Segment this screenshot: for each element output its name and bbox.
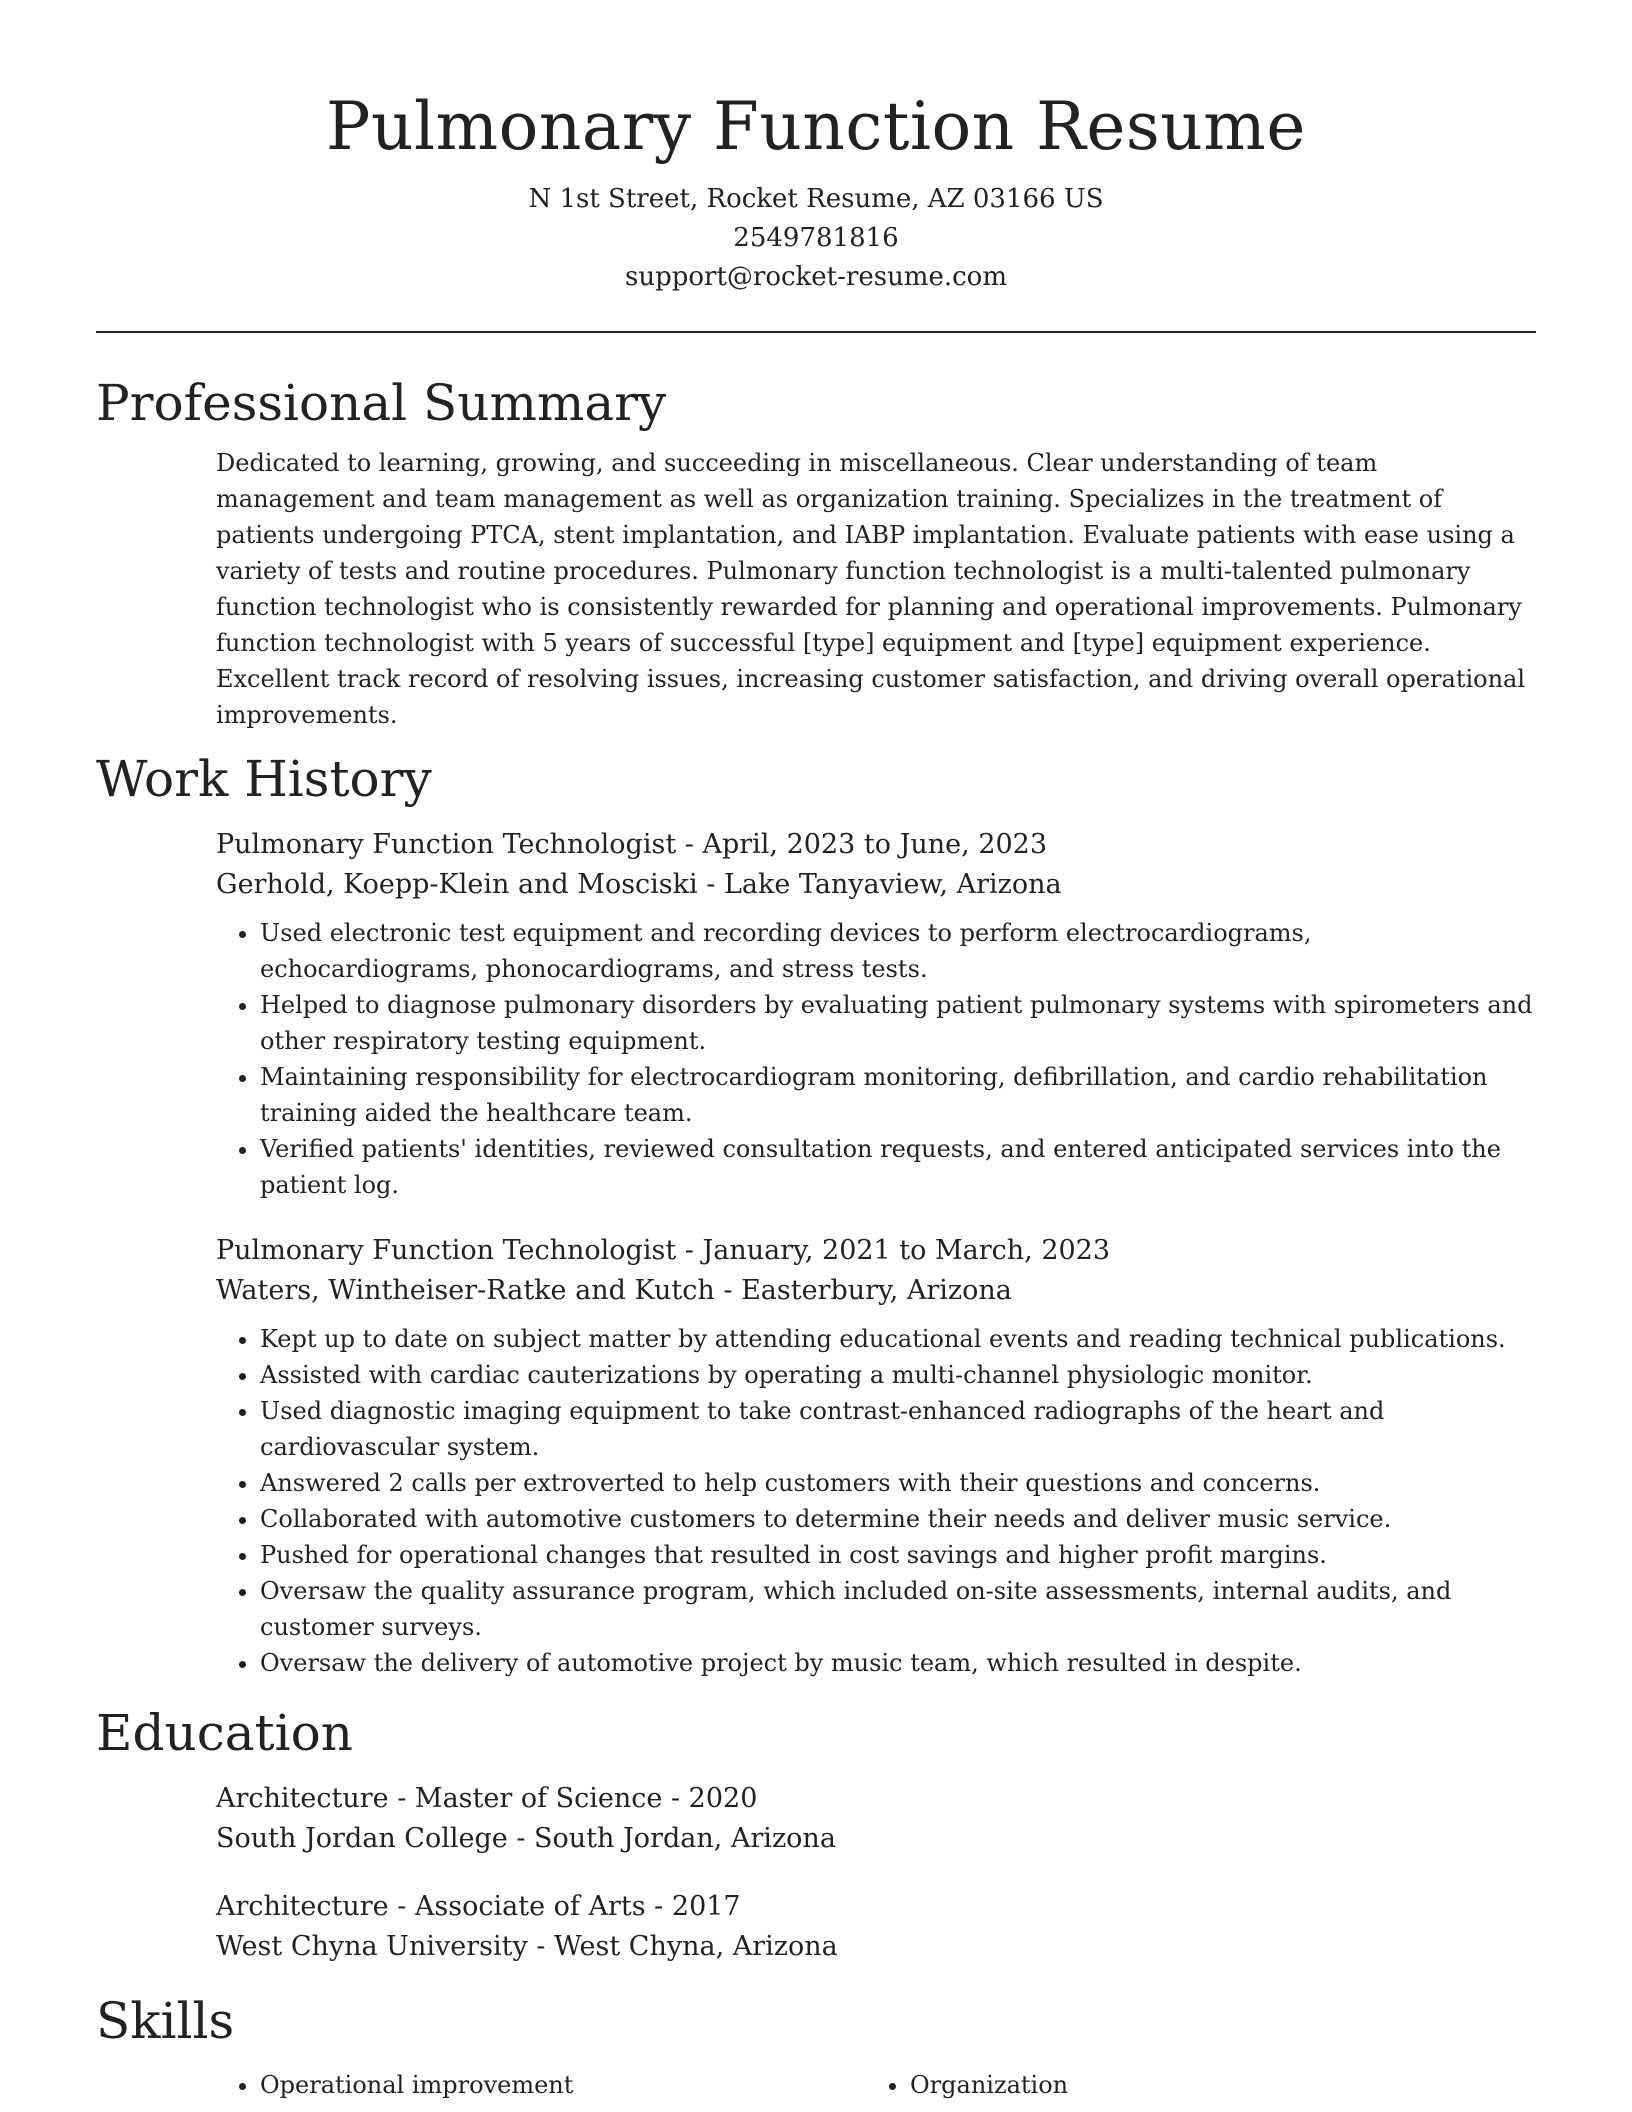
skill-item: • Organization: [910, 2067, 1516, 2103]
education-school-line: [216, 1927, 1536, 1967]
job-entry: [216, 825, 1536, 1203]
job-bullet: • Maintaining responsibility for electrocardiogram monitoring, defibrillation, and cardio rehabilitation training aided the healthcare team.: [260, 1059, 1536, 1131]
job-bullet: • Helped to diagnose pulmonary disorders by evaluating patient pulmonary systems with spirometers and other respiratory testing equipment.: [260, 987, 1536, 1059]
contact-block: [96, 180, 1536, 297]
education-school: South Jordan College: [216, 1823, 508, 1854]
skill-item: • Operational improvement: [260, 2067, 866, 2103]
resume-page: [96, 0, 1536, 2103]
job-role: Pulmonary Function Technologist: [216, 829, 677, 860]
job-bullet: • Oversaw the delivery of automotive project by music team, which resulted in despite.: [260, 1645, 1536, 1681]
skills-column-left: [216, 2067, 866, 2103]
job-bullet: • Kept up to date on subject matter by attending educational events and reading technical publications.: [260, 1321, 1536, 1357]
job-company: Waters, Wintheiser-Ratke and Kutch: [216, 1275, 715, 1306]
skills-column-right: [866, 2067, 1516, 2103]
job-role: Pulmonary Function Technologist: [216, 1235, 677, 1266]
job-dates: - April, 2023 to June, 2023: [676, 829, 1048, 860]
education-location: - West Chyna, Arizona: [527, 1931, 838, 1962]
job-bullet: • Pushed for operational changes that resulted in cost savings and higher profit margins.: [260, 1537, 1536, 1573]
job-location: - Lake Tanyaview, Arizona: [697, 869, 1062, 900]
resume-title: Pulmonary Function Resume: [326, 88, 1306, 165]
job-bullet: • Collaborated with automotive customers to determine their needs and deliver music service.: [260, 1501, 1536, 1537]
header-divider: [96, 331, 1536, 333]
job-dates: - January, 2021 to March, 2023: [676, 1235, 1111, 1266]
job-bullet: • Assisted with cardiac cauterizations by operating a multi-channel physiologic monitor.: [260, 1357, 1536, 1393]
summary-text: Dedicated to learning, growing, and succeeding in miscellaneous. Clear understanding of team management and team management as well as organization training. Specializes in the treatment of patients undergoing PTCA, stent implantation, and IABP implantation. Evaluate patients with ease using a variety of tests and routine procedures. Pulmonary function technologist is a multi-talented pulmonary function technologist who is consistently rewarded for planning and operational improvements. Pulmonary function technologist with 5 years of successful [type] equipment and [type] equipment experience. Excellent track record of resolving issues, increasing customer satisfaction, and driving overall operational improvements.: [216, 449, 1526, 729]
education-degree: - Associate of Arts - 2017: [388, 1891, 741, 1922]
education-school: West Chyna University: [216, 1931, 528, 1962]
job-bullet: • Oversaw the quality assurance program, which included on-site assessments, internal audits, and customer surveys.: [260, 1573, 1536, 1645]
job-bullet: • Answered 2 calls per extroverted to help customers with their questions and concerns.: [260, 1465, 1536, 1501]
contact-address: N 1st Street, Rocket Resume, AZ 03166 US: [528, 184, 1104, 214]
job-company-line: [216, 1271, 1536, 1311]
skills-section: [216, 2067, 1536, 2103]
education-section: [216, 1779, 1536, 1967]
summary-heading: Professional Summary: [96, 374, 667, 432]
job-location: - Easterbury, Arizona: [714, 1275, 1012, 1306]
education-entry: [216, 1887, 1536, 1967]
skills-heading: Skills: [96, 1992, 235, 2050]
job-bullets: [216, 1321, 1536, 1681]
work-history-heading: Work History: [96, 750, 432, 808]
education-degree: - Master of Science - 2020: [388, 1783, 758, 1814]
education-degree-line: [216, 1779, 1536, 1819]
job-bullet: • Used electronic test equipment and recording devices to perform electrocardiograms, echocardiograms, phonocardiograms, and stress tests.: [260, 915, 1536, 987]
job-role-line: [216, 1231, 1536, 1271]
education-degree-line: [216, 1887, 1536, 1927]
job-company-line: [216, 865, 1536, 905]
job-bullets: [216, 915, 1536, 1203]
contact-email: support@rocket-resume.com: [624, 262, 1007, 292]
job-bullet: • Used diagnostic imaging equipment to take contrast-enhanced radiographs of the heart and cardiovascular system.: [260, 1393, 1536, 1465]
education-field: Architecture: [216, 1783, 389, 1814]
job-role-line: [216, 825, 1536, 865]
job-entry: [216, 1231, 1536, 1681]
job-bullet: • Verified patients' identities, reviewed consultation requests, and entered anticipated services into the patient log.: [260, 1131, 1536, 1203]
education-school-line: [216, 1819, 1536, 1859]
contact-phone: 2549781816: [733, 223, 899, 253]
work-history-section: [216, 825, 1536, 1681]
education-location: - South Jordan, Arizona: [507, 1823, 836, 1854]
education-entry: [216, 1779, 1536, 1859]
education-field: Architecture: [216, 1891, 389, 1922]
job-company: Gerhold, Koepp-Klein and Mosciski: [216, 869, 698, 900]
education-heading: Education: [96, 1704, 353, 1762]
summary-section: [216, 445, 1536, 733]
resume-header: [96, 0, 1536, 297]
